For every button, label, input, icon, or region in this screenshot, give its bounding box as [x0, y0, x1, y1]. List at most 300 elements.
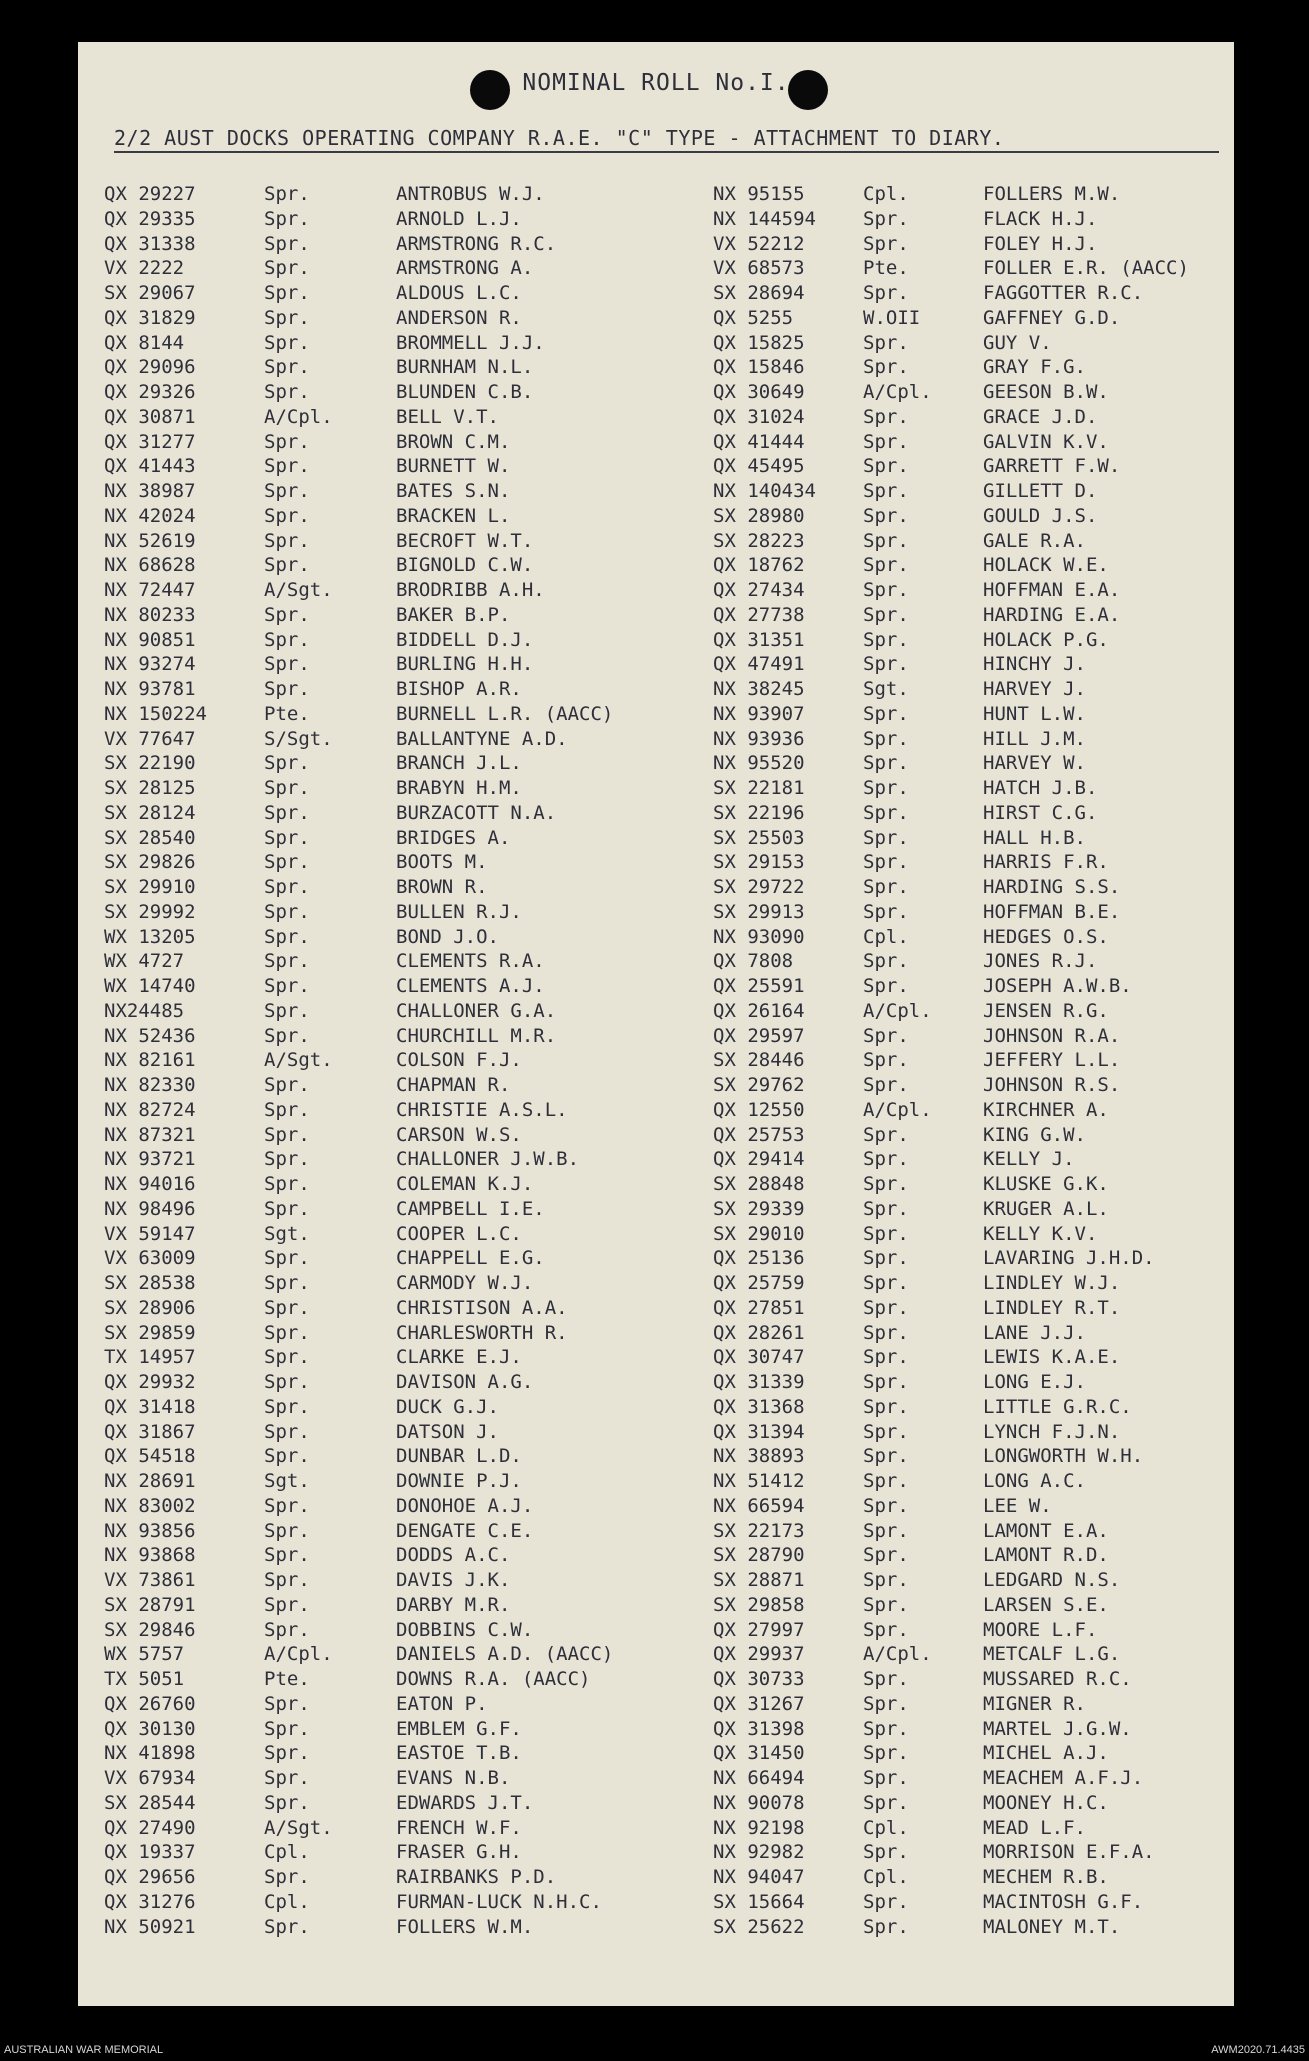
rank: Spr. [264, 1445, 310, 1468]
service-number: NX 95520 [713, 752, 805, 775]
service-number: NX 90851 [104, 628, 196, 651]
service-number: NX 80233 [104, 603, 196, 626]
roll-entry [104, 826, 664, 851]
rank: Spr. [264, 1767, 310, 1789]
roll-column-left [104, 182, 664, 1939]
soldier-name: BURNELL L.R. (AACC) [396, 702, 614, 725]
roll-entry [104, 1741, 664, 1766]
rank: Spr. [863, 232, 909, 255]
rank: Spr. [264, 1420, 310, 1443]
service-number: SX 28980 [713, 504, 805, 527]
soldier-name: LITTLE G.R.C. [983, 1395, 1132, 1418]
rank: W.OII [863, 306, 921, 329]
roll-entry [104, 702, 664, 727]
rank: Pte. [264, 1668, 310, 1690]
roll-entry [104, 454, 664, 479]
soldier-name: BROWN C.M. [396, 430, 511, 453]
soldier-name: BATES S.N. [396, 480, 511, 502]
roll-entry [104, 1865, 664, 1890]
soldier-name: BRABYN H.M. [396, 777, 522, 799]
rank: Spr. [264, 1866, 310, 1888]
roll-entry [713, 1593, 1273, 1618]
service-number: NX 42024 [104, 504, 196, 527]
service-number: VX 63009 [104, 1247, 196, 1270]
service-number: VX 52212 [713, 232, 805, 255]
rank: A/Cpl. [863, 1098, 932, 1121]
roll-entry [104, 1172, 664, 1197]
roll-entry [104, 1222, 664, 1247]
roll-entry [713, 1147, 1273, 1172]
rank: Spr. [863, 1321, 909, 1344]
roll-entry [713, 553, 1273, 578]
rank: Spr. [264, 529, 310, 552]
roll-entry [713, 256, 1273, 281]
rank: Spr. [863, 1668, 909, 1690]
roll-entry [713, 1791, 1273, 1816]
rank: Spr. [264, 504, 310, 527]
rank: Spr. [264, 950, 310, 973]
service-number: SX 29010 [713, 1222, 805, 1245]
rank: Spr. [264, 1247, 310, 1270]
roll-entry [104, 652, 664, 677]
soldier-name: ALDOUS L.C. [396, 282, 522, 304]
rank: Spr. [863, 1569, 909, 1591]
roll-entry [104, 1543, 664, 1568]
soldier-name: LEWIS K.A.E. [983, 1346, 1121, 1369]
roll-entry [713, 1717, 1273, 1742]
rank: Spr. [264, 183, 310, 205]
soldier-name: GARRETT F.W. [983, 455, 1121, 478]
roll-entry [713, 504, 1273, 529]
rank: Spr. [264, 975, 310, 997]
soldier-name: GOULD J.S. [983, 504, 1098, 527]
soldier-name: EVANS N.B. [396, 1767, 511, 1789]
rank: Spr. [264, 331, 310, 354]
service-number: NX 66594 [713, 1494, 805, 1517]
roll-entry [713, 1494, 1273, 1519]
rank: Spr. [863, 331, 909, 354]
rank: Spr. [264, 1197, 310, 1220]
roll-entry [713, 454, 1273, 479]
rank: Spr. [863, 1742, 909, 1765]
roll-entry [104, 925, 664, 950]
soldier-name: BROMMELL J.J. [396, 331, 545, 354]
soldier-name: DOWNIE P.J. [396, 1470, 522, 1492]
roll-entry [104, 331, 664, 356]
soldier-name: HATCH J.B. [983, 777, 1098, 799]
soldier-name: DUNBAR L.D. [396, 1445, 522, 1468]
roll-entry [713, 1296, 1273, 1321]
roll-entry [713, 826, 1273, 851]
service-number: QX 29326 [104, 381, 196, 403]
rank: Spr. [863, 480, 909, 502]
service-number: WX 5757 [104, 1643, 185, 1666]
service-number: NX 144594 [713, 207, 816, 230]
soldier-name: BRODRIBB A.H. [396, 579, 545, 601]
rank: Spr. [863, 504, 909, 527]
soldier-name: HOFFMAN B.E. [983, 900, 1121, 923]
rank: Spr. [863, 1519, 909, 1542]
roll-entry [104, 1593, 664, 1618]
rank: Spr. [863, 1890, 909, 1913]
service-number: SX 29992 [104, 900, 196, 923]
roll-entry [104, 1469, 664, 1494]
service-number: WX 14740 [104, 975, 196, 997]
rank: Spr. [863, 876, 909, 898]
roll-entry [713, 1172, 1273, 1197]
service-number: SX 28790 [713, 1544, 805, 1567]
soldier-name: KING G.W. [983, 1123, 1086, 1146]
soldier-name: GEESON B.W. [983, 381, 1109, 403]
rank: Spr. [264, 1593, 310, 1616]
soldier-name: LAMONT E.A. [983, 1519, 1109, 1542]
soldier-name: GALE R.A. [983, 529, 1086, 552]
soldier-name: BAKER B.P. [396, 603, 511, 626]
service-number: SX 28544 [104, 1791, 196, 1814]
roll-entry [713, 776, 1273, 801]
soldier-name: MUSSARED R.C. [983, 1668, 1132, 1690]
soldier-name: FLACK H.J. [983, 207, 1098, 230]
soldier-name: GUY V. [983, 331, 1052, 354]
rank: Spr. [264, 900, 310, 923]
roll-entry [104, 999, 664, 1024]
soldier-name: HARVEY W. [983, 752, 1086, 775]
soldier-name: KELLY K.V. [983, 1222, 1098, 1245]
rank: A/Cpl. [264, 405, 333, 428]
service-number: QX 31394 [713, 1420, 805, 1443]
roll-entry [104, 1197, 664, 1222]
rank: Spr. [264, 455, 310, 478]
soldier-name: HARDING S.S. [983, 876, 1121, 898]
service-number: QX 25759 [713, 1272, 805, 1294]
soldier-name: HOLACK W.E. [983, 554, 1109, 577]
service-number: QX 15825 [713, 331, 805, 354]
soldier-name: FOLLER E.R. (AACC) [983, 257, 1189, 280]
roll-entry [713, 380, 1273, 405]
service-number: NX 93868 [104, 1544, 196, 1567]
rank: A/Sgt. [264, 1816, 333, 1839]
roll-entry [104, 1147, 664, 1172]
rank: Spr. [264, 752, 310, 775]
soldier-name: BLUNDEN C.B. [396, 381, 534, 403]
soldier-name: ARNOLD L.J. [396, 207, 522, 230]
roll-entry [104, 1420, 664, 1445]
service-number: SX 29762 [713, 1074, 805, 1096]
service-number: SX 28871 [713, 1569, 805, 1591]
roll-entry [713, 430, 1273, 455]
soldier-name: JOHNSON R.S. [983, 1074, 1121, 1096]
rank: Spr. [863, 1024, 909, 1047]
soldier-name: DODDS A.C. [396, 1544, 511, 1567]
roll-entry [713, 999, 1273, 1024]
service-number: NX 66494 [713, 1767, 805, 1789]
roll-entry [713, 850, 1273, 875]
service-number: NX 92198 [713, 1816, 805, 1839]
service-number: QX 31867 [104, 1420, 196, 1443]
roll-entry [713, 751, 1273, 776]
service-number: QX 29335 [104, 207, 196, 230]
service-number: SX 29846 [104, 1618, 196, 1641]
soldier-name: LEDGARD N.S. [983, 1569, 1121, 1591]
roll-entry [713, 1692, 1273, 1717]
roll-entry [104, 900, 664, 925]
rank: Spr. [863, 1915, 909, 1938]
rank: Spr. [264, 876, 310, 898]
service-number: QX 30871 [104, 405, 196, 428]
rank: Spr. [264, 801, 310, 824]
service-number: QX 30747 [713, 1346, 805, 1369]
soldier-name: BROWN R. [396, 876, 488, 898]
service-number: NX 93936 [713, 727, 805, 750]
rank: A/Sgt. [264, 1049, 333, 1072]
roll-entry [104, 1271, 664, 1296]
service-number: SX 29826 [104, 851, 196, 874]
soldier-name: BECROFT W.T. [396, 529, 534, 552]
roll-entry [713, 331, 1273, 356]
rank: S/Sgt. [264, 727, 333, 750]
service-number: VX 67934 [104, 1767, 196, 1789]
service-number: SX 25503 [713, 826, 805, 849]
service-number: QX 30649 [713, 381, 805, 403]
roll-entry [713, 529, 1273, 554]
service-number: NX 92982 [713, 1841, 805, 1864]
rank: Spr. [264, 628, 310, 651]
soldier-name: JOHNSON R.A. [983, 1024, 1121, 1047]
roll-entry [713, 900, 1273, 925]
soldier-name: CLARKE E.J. [396, 1346, 522, 1369]
roll-entry [713, 1048, 1273, 1073]
service-number: QX 31338 [104, 232, 196, 255]
service-number: NX 68628 [104, 554, 196, 577]
service-number: QX 27738 [713, 603, 805, 626]
roll-entry [713, 1519, 1273, 1544]
soldier-name: HARRIS F.R. [983, 851, 1109, 874]
soldier-name: FAGGOTTER R.C. [983, 282, 1144, 304]
roll-entry [713, 578, 1273, 603]
service-number: SX 28538 [104, 1272, 196, 1294]
service-number: SX 28694 [713, 282, 805, 304]
roll-entry [713, 1618, 1273, 1643]
rank: Spr. [264, 1272, 310, 1294]
roll-entry [104, 207, 664, 232]
soldier-name: DENGATE C.E. [396, 1519, 534, 1542]
soldier-name: DOWNS R.A. (AACC) [396, 1668, 591, 1690]
soldier-name: KLUSKE G.K. [983, 1173, 1109, 1195]
service-number: VX 59147 [104, 1222, 196, 1245]
roll-entry [104, 974, 664, 999]
service-number: QX 31351 [713, 628, 805, 651]
roll-entry [104, 1618, 664, 1643]
roll-entry [713, 1840, 1273, 1865]
rank: Spr. [863, 727, 909, 750]
service-number: QX 27434 [713, 579, 805, 601]
service-number: SX 29858 [713, 1593, 805, 1616]
rank: Spr. [264, 925, 310, 948]
rank: Spr. [264, 678, 310, 700]
rank: Spr. [264, 306, 310, 329]
roll-entry [713, 1469, 1273, 1494]
service-number: QX 30130 [104, 1717, 196, 1740]
rank: Pte. [863, 257, 909, 280]
soldier-name: EMBLEM G.F. [396, 1717, 522, 1740]
rank: Spr. [863, 1692, 909, 1715]
soldier-name: BURNHAM N.L. [396, 356, 534, 379]
roll-entry [713, 1642, 1273, 1667]
soldier-name: HILL J.M. [983, 727, 1086, 750]
soldier-name: FOLLERS W.M. [396, 1915, 534, 1938]
soldier-name: EATON P. [396, 1692, 488, 1715]
rank: Spr. [863, 1395, 909, 1418]
soldier-name: MALONEY M.T. [983, 1915, 1121, 1938]
service-number: NX 93907 [713, 702, 805, 725]
service-number: QX 27997 [713, 1618, 805, 1641]
roll-entry [104, 1073, 664, 1098]
rank: Spr. [863, 1173, 909, 1195]
rank: Spr. [863, 356, 909, 379]
roll-entry [713, 1073, 1273, 1098]
roll-entry [104, 1444, 664, 1469]
service-number: QX 29227 [104, 183, 196, 205]
soldier-name: LANE J.J. [983, 1321, 1086, 1344]
soldier-name: DANIELS A.D. (AACC) [396, 1643, 614, 1666]
roll-entry [713, 1667, 1273, 1692]
service-number: QX 30733 [713, 1668, 805, 1690]
roll-entry [713, 1865, 1273, 1890]
roll-entry [713, 1444, 1273, 1469]
soldier-name: FURMAN-LUCK N.H.C. [396, 1890, 602, 1913]
soldier-name: HEDGES O.S. [983, 925, 1109, 948]
roll-entry [713, 1816, 1273, 1841]
roll-entry [104, 1494, 664, 1519]
roll-entry [713, 281, 1273, 306]
roll-entry [713, 1271, 1273, 1296]
roll-entry [104, 355, 664, 380]
service-number: NX 94016 [104, 1173, 196, 1195]
soldier-name: MEACHEM A.F.J. [983, 1767, 1144, 1789]
service-number: NX 82330 [104, 1074, 196, 1096]
rank: Sgt. [264, 1470, 310, 1492]
service-number: NX 51412 [713, 1470, 805, 1492]
rank: Spr. [264, 207, 310, 230]
roll-entry [713, 479, 1273, 504]
roll-entry [104, 578, 664, 603]
soldier-name: GAFFNEY G.D. [983, 306, 1121, 329]
roll-entry [713, 1197, 1273, 1222]
roll-entry [713, 1123, 1273, 1148]
rank: Spr. [264, 1346, 310, 1369]
roll-entry [713, 875, 1273, 900]
rank: Spr. [863, 1346, 909, 1369]
roll-entry [104, 776, 664, 801]
service-number: QX 31276 [104, 1890, 196, 1913]
soldier-name: HALL H.B. [983, 826, 1086, 849]
soldier-name: LONG A.C. [983, 1470, 1086, 1492]
service-number: QX 31398 [713, 1717, 805, 1740]
rank: Spr. [863, 1272, 909, 1294]
soldier-name: GRAY F.G. [983, 356, 1086, 379]
service-number: NX 52436 [104, 1024, 196, 1047]
footer-accession-number: AWM2020.71.4435 [1211, 2044, 1305, 2056]
soldier-name: GALVIN K.V. [983, 430, 1109, 453]
service-number: SX 28540 [104, 826, 196, 849]
soldier-name: FOLEY H.J. [983, 232, 1098, 255]
service-number: QX 8144 [104, 331, 185, 354]
rank: Spr. [863, 628, 909, 651]
service-number: SX 22181 [713, 777, 805, 799]
rank: Spr. [264, 1371, 310, 1393]
rank: Spr. [264, 1569, 310, 1591]
service-number: NX 93274 [104, 653, 196, 676]
soldier-name: BIDDELL D.J. [396, 628, 534, 651]
rank: Spr. [863, 777, 909, 799]
roll-entry [713, 974, 1273, 999]
rank: Spr. [264, 1024, 310, 1047]
roll-entry [104, 430, 664, 455]
rank: Spr. [863, 1791, 909, 1814]
service-number: SX 29859 [104, 1321, 196, 1344]
soldier-name: LAMONT R.D. [983, 1544, 1109, 1567]
soldier-name: BALLANTYNE A.D. [396, 727, 568, 750]
roll-entry [713, 1543, 1273, 1568]
rank: Cpl. [863, 1866, 909, 1888]
service-number: NX 72447 [104, 579, 196, 601]
rank: Cpl. [264, 1841, 310, 1864]
document-page [78, 42, 1234, 2006]
rank: Spr. [264, 1742, 310, 1765]
soldier-name: CLEMENTS A.J. [396, 975, 545, 997]
rank: Spr. [863, 653, 909, 676]
service-number: QX 41443 [104, 455, 196, 478]
soldier-name: LARSEN S.E. [983, 1593, 1109, 1616]
rank: Spr. [264, 480, 310, 502]
roll-entry [713, 1766, 1273, 1791]
roll-entry [104, 1890, 664, 1915]
service-number: NX 38893 [713, 1445, 805, 1468]
service-number: QX 29932 [104, 1371, 196, 1393]
roll-entry [104, 1692, 664, 1717]
soldier-name: LINDLEY R.T. [983, 1296, 1121, 1319]
soldier-name: LEE W. [983, 1494, 1052, 1517]
rank: Spr. [863, 430, 909, 453]
page-title: NOMINAL ROLL No.I. [522, 70, 790, 96]
service-number: NX 38987 [104, 480, 196, 502]
service-number: SX 29913 [713, 900, 805, 923]
service-number: SX 29153 [713, 851, 805, 874]
service-number: NX 140434 [713, 480, 816, 502]
soldier-name: COLEMAN K.J. [396, 1173, 534, 1195]
soldier-name: JEFFERY L.L. [983, 1049, 1121, 1072]
rank: Spr. [264, 1915, 310, 1938]
roll-entry [713, 652, 1273, 677]
rank: Spr. [264, 1123, 310, 1146]
roll-entry [104, 875, 664, 900]
service-number: NX 50921 [104, 1915, 196, 1938]
roll-entry [104, 529, 664, 554]
soldier-name: DOBBINS C.W. [396, 1618, 534, 1641]
rank: Spr. [863, 603, 909, 626]
service-number: SX 29910 [104, 876, 196, 898]
roll-entry [713, 925, 1273, 950]
soldier-name: CHURCHILL M.R. [396, 1024, 557, 1047]
soldier-name: DONOHOE A.J. [396, 1494, 534, 1517]
soldier-name: LAVARING J.H.D. [983, 1247, 1155, 1270]
soldier-name: CLEMENTS R.A. [396, 950, 545, 973]
service-number: NX 150224 [104, 702, 207, 725]
soldier-name: EDWARDS J.T. [396, 1791, 534, 1814]
soldier-name: LINDLEY W.J. [983, 1272, 1121, 1294]
soldier-name: CHRISTIE A.S.L. [396, 1098, 568, 1121]
service-number: WX 4727 [104, 950, 185, 973]
